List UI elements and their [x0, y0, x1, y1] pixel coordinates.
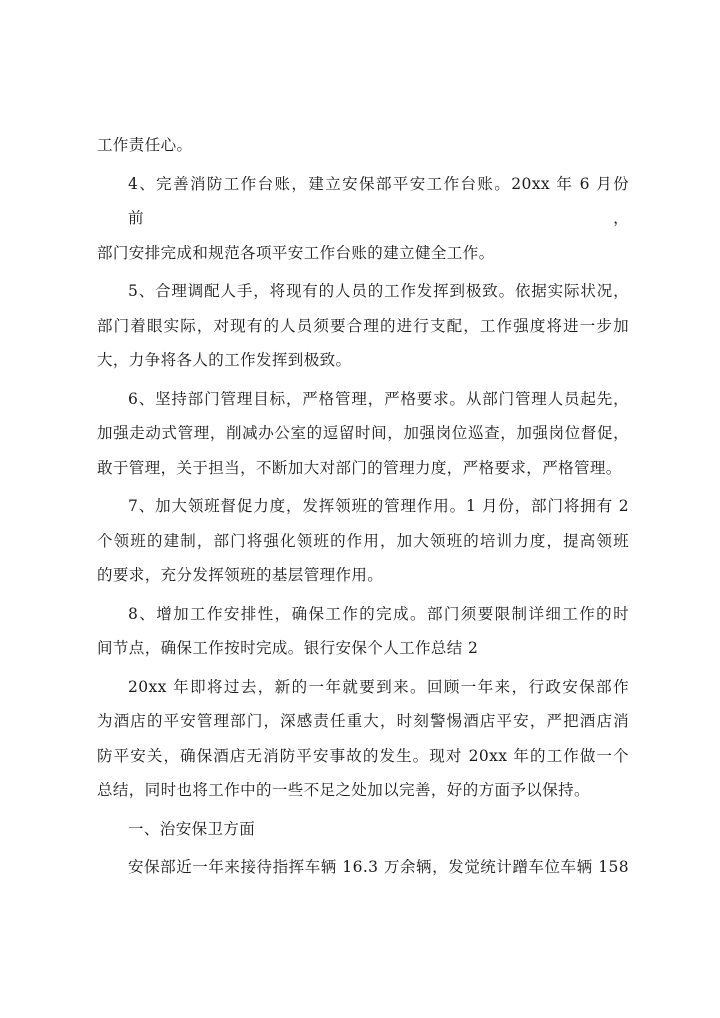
paragraph-item-7 — [97, 489, 629, 593]
text-line: 20xx 年即将过去，新的一年就要到来。回顾一年来，行政安保部作 — [128, 677, 629, 696]
text-line: 8、增加工作安排性，确保工作的完成。部门须要限制详细工作的时 — [128, 604, 629, 623]
text-line: 工作责任心。 — [97, 136, 193, 154]
text-line: 安保部近一年来接待指挥车辆 16.3 万余辆，发觉统计蹭车位车辆 158 — [128, 858, 629, 876]
document-body — [97, 128, 629, 889]
text-line: 为酒店的平安管理部门，深感责任重大，时刻警惕酒店平安，严把酒店消 — [97, 712, 629, 730]
section-heading — [97, 812, 629, 847]
text-line: 间节点，确保工作按时完成。银行安保个人工作总结 2 — [97, 639, 479, 657]
text-line: 6、坚持部门管理目标，严格管理，严格要求。从部门管理人员起先， — [128, 389, 629, 408]
text-line: 7、加大领班督促力度，发挥领班的管理作用。1 月份，部门将拥有 2 — [128, 497, 629, 515]
paragraph-1 — [97, 128, 629, 163]
paragraph-item-8 — [97, 597, 629, 666]
text-line: 敢于管理，关于担当，不断加大对部门的管理力度，严格要求，严格管理。 — [97, 458, 622, 477]
text-line: 总结，同时也将工作中的一些不足之处加以完善，好的方面予以保持。 — [97, 781, 590, 799]
paragraph-item-5 — [97, 274, 629, 378]
paragraph-item-4 — [97, 167, 629, 271]
text-line: 5、合理调配人手，将现有的人员的工作发挥到极致。依据实际状况， — [128, 282, 629, 300]
text-line: 一、治安保卫方面 — [128, 819, 256, 838]
paragraph-security — [97, 850, 629, 885]
text-line: 部门安排完成和规范各项平安工作台账的建立健全工作。 — [97, 243, 495, 262]
text-line: 4、完善消防工作台账，建立安保部平安工作台账。20xx 年 6 月份前， — [128, 174, 629, 227]
text-line: 部门着眼实际，对现有的人员须要合理的进行支配，工作强度将进一步加 — [97, 316, 629, 335]
text-line: 加强走动式管理，削减办公室的逗留时间，加强岗位巡查，加强岗位督促， — [97, 424, 629, 442]
text-line: 个领班的建制，部门将强化领班的作用，加大领班的培训力度，提高领班 — [97, 531, 629, 550]
text-line: 防平安关，确保酒店无消防平安事故的发生。现对 20xx 年的工作做一个 — [97, 746, 629, 765]
text-line: 大，力争将各人的工作发挥到极致。 — [97, 351, 352, 369]
paragraph-summary-intro — [97, 670, 629, 808]
paragraph-item-6 — [97, 382, 629, 486]
text-line: 的要求，充分发挥领班的基层管理作用。 — [97, 566, 384, 584]
